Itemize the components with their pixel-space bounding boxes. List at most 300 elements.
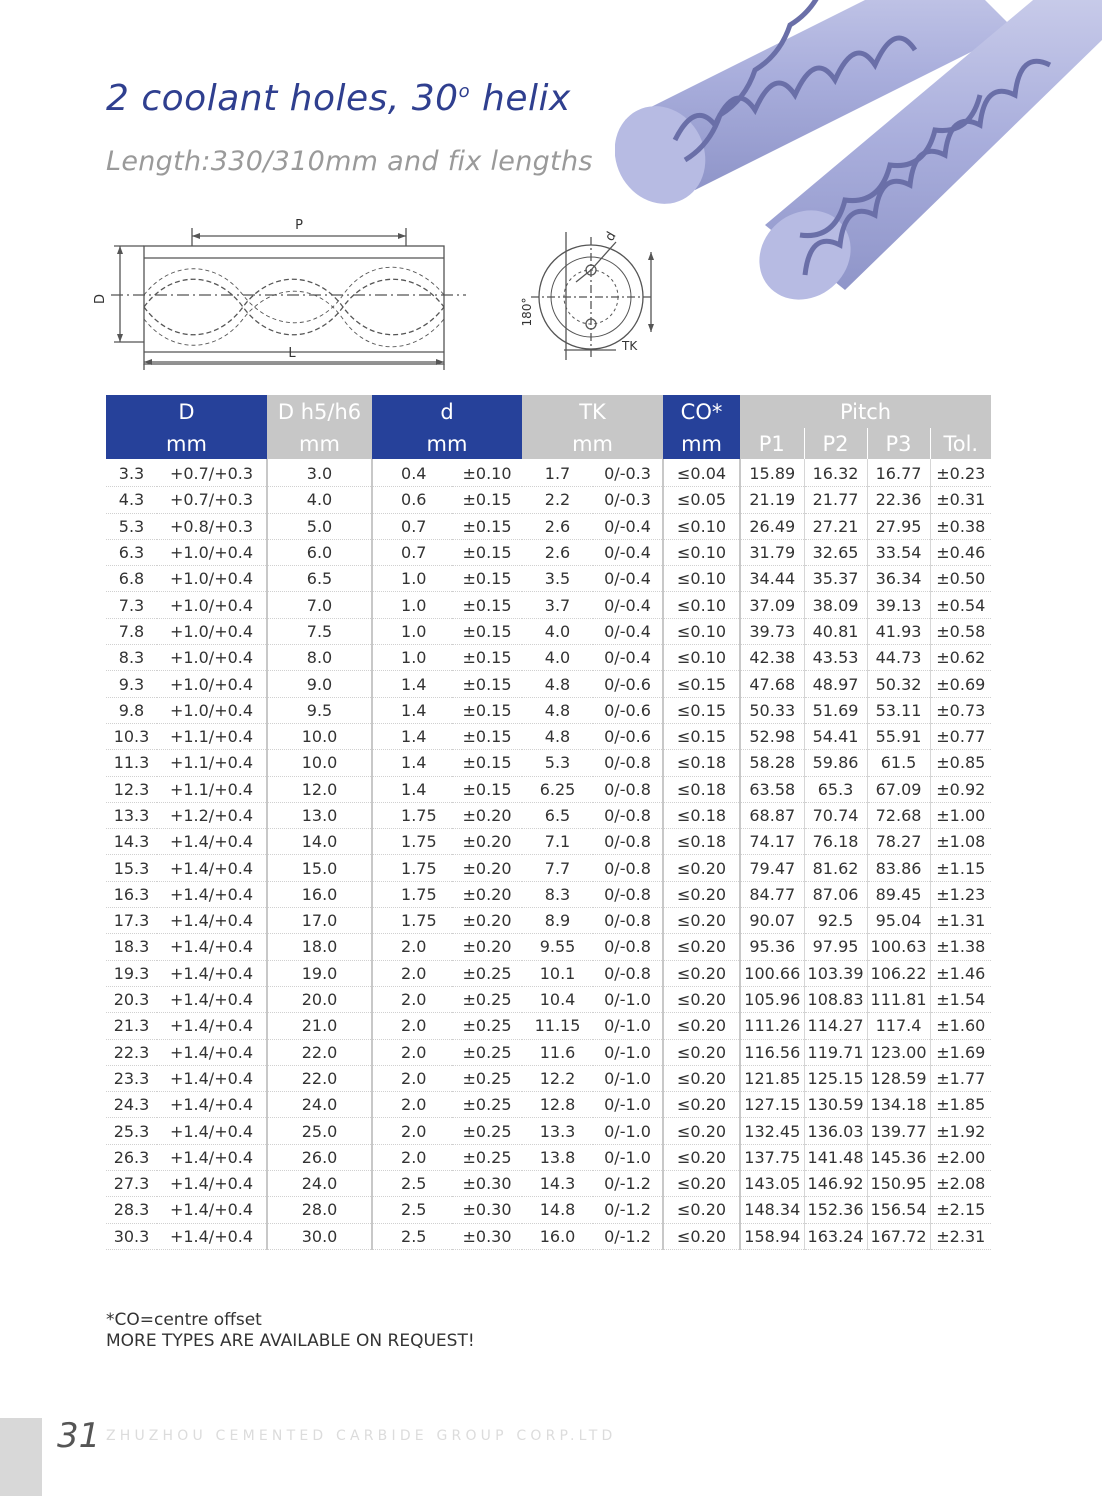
- cell-p3: 167.72: [867, 1223, 930, 1249]
- cell-pitch-tol: ±0.69: [930, 671, 991, 697]
- cell-tk-tol: 0/-0.4: [593, 592, 663, 618]
- header-tk: TK: [522, 395, 663, 428]
- cell-p2: 130.59: [804, 1092, 867, 1118]
- cell-tk: 8.9: [522, 908, 593, 934]
- cell-pitch-tol: ±0.62: [930, 645, 991, 671]
- title-tail: helix: [470, 78, 571, 119]
- cell-co: ≤0.20: [663, 986, 740, 1012]
- cell-d-nominal: 7.3: [106, 592, 157, 618]
- cell-co: ≤0.15: [663, 723, 740, 749]
- table-row: [106, 1171, 991, 1197]
- cell-d-nominal: 21.3: [106, 1013, 157, 1039]
- cell-d-nominal: 28.3: [106, 1197, 157, 1223]
- cell-hole-d: 1.4: [372, 776, 452, 802]
- cell-p1: 158.94: [740, 1223, 804, 1249]
- cell-hole-d-tol: ±0.25: [452, 1013, 522, 1039]
- cell-p3: 134.18: [867, 1092, 930, 1118]
- cell-tk: 4.8: [522, 697, 593, 723]
- cell-pitch-tol: ±1.15: [930, 855, 991, 881]
- title-degree-mark: o: [458, 81, 471, 102]
- diameter-arrow-top: [117, 246, 123, 254]
- cell-hole-d: 1.75: [372, 802, 452, 828]
- cell-p2: 27.21: [804, 513, 867, 539]
- cell-pitch-tol: ±0.77: [930, 723, 991, 749]
- cell-tk: 9.55: [522, 934, 593, 960]
- cell-hole-d: 2.5: [372, 1223, 452, 1249]
- cell-p3: 33.54: [867, 539, 930, 565]
- cell-hole-d: 2.0: [372, 1092, 452, 1118]
- cell-d-tolerance: +1.4/+0.4: [157, 1118, 267, 1144]
- cell-p3: 22.36: [867, 487, 930, 513]
- cell-tk: 6.5: [522, 802, 593, 828]
- table-row: [106, 697, 991, 723]
- cell-p3: 83.86: [867, 855, 930, 881]
- cell-d-h5h6: 24.0: [267, 1171, 372, 1197]
- cell-tk-tol: 0/-1.0: [593, 1118, 663, 1144]
- cell-hole-d-tol: ±0.25: [452, 1065, 522, 1091]
- cell-d-h5h6: 5.0: [267, 513, 372, 539]
- cell-d-tolerance: +1.1/+0.4: [157, 776, 267, 802]
- spec-table-body: [106, 459, 991, 1249]
- cell-p3: 67.09: [867, 776, 930, 802]
- table-row: [106, 776, 991, 802]
- cell-hole-d-tol: ±0.25: [452, 1039, 522, 1065]
- cell-p2: 125.15: [804, 1065, 867, 1091]
- cell-hole-d: 0.7: [372, 539, 452, 565]
- cell-p3: 145.36: [867, 1144, 930, 1170]
- cell-d-h5h6: 10.0: [267, 723, 372, 749]
- cell-pitch-tol: ±2.08: [930, 1171, 991, 1197]
- cell-p1: 121.85: [740, 1065, 804, 1091]
- cell-tk-tol: 0/-0.8: [593, 881, 663, 907]
- table-row: [106, 750, 991, 776]
- cell-hole-d-tol: ±0.15: [452, 487, 522, 513]
- cell-p2: 136.03: [804, 1118, 867, 1144]
- table-row: [106, 802, 991, 828]
- cell-p1: 31.79: [740, 539, 804, 565]
- cell-p2: 87.06: [804, 881, 867, 907]
- cell-p3: 123.00: [867, 1039, 930, 1065]
- cell-p1: 47.68: [740, 671, 804, 697]
- cell-p1: 34.44: [740, 566, 804, 592]
- cell-d-nominal: 12.3: [106, 776, 157, 802]
- cell-d-tolerance: +1.0/+0.4: [157, 592, 267, 618]
- cell-co: ≤0.10: [663, 513, 740, 539]
- header-dh: D h5/h6: [267, 395, 372, 428]
- cell-p3: 50.32: [867, 671, 930, 697]
- technical-drawing: [86, 212, 676, 372]
- cell-pitch-tol: ±1.54: [930, 986, 991, 1012]
- cell-d-h5h6: 13.0: [267, 802, 372, 828]
- cell-co: ≤0.05: [663, 487, 740, 513]
- table-row: [106, 592, 991, 618]
- cell-p2: 146.92: [804, 1171, 867, 1197]
- cell-d-h5h6: 19.0: [267, 960, 372, 986]
- cell-co: ≤0.20: [663, 1171, 740, 1197]
- page-number: 31: [57, 1416, 101, 1456]
- cell-p2: 35.37: [804, 566, 867, 592]
- cell-p3: 150.95: [867, 1171, 930, 1197]
- table-row: [106, 829, 991, 855]
- cell-pitch-tol: ±1.60: [930, 1013, 991, 1039]
- cell-p1: 74.17: [740, 829, 804, 855]
- cell-hole-d-tol: ±0.15: [452, 566, 522, 592]
- cell-p1: 105.96: [740, 986, 804, 1012]
- cell-d-tolerance: +1.2/+0.4: [157, 802, 267, 828]
- table-row: [106, 459, 991, 487]
- cell-co: ≤0.15: [663, 671, 740, 697]
- cell-d-nominal: 4.3: [106, 487, 157, 513]
- cell-d-nominal: 17.3: [106, 908, 157, 934]
- cell-d-nominal: 9.3: [106, 671, 157, 697]
- cell-hole-d-tol: ±0.15: [452, 513, 522, 539]
- cell-p2: 108.83: [804, 986, 867, 1012]
- cell-hole-d: 2.5: [372, 1171, 452, 1197]
- table-row: [106, 539, 991, 565]
- cell-hole-d: 2.0: [372, 1144, 452, 1170]
- cell-tk-tol: 0/-0.6: [593, 723, 663, 749]
- cell-p3: 89.45: [867, 881, 930, 907]
- cell-hole-d-tol: ±0.25: [452, 1118, 522, 1144]
- cell-hole-d-tol: ±0.15: [452, 539, 522, 565]
- cell-d-nominal: 7.8: [106, 618, 157, 644]
- page-corner-tab: [0, 1418, 42, 1496]
- cell-tk-tol: 0/-1.0: [593, 1013, 663, 1039]
- table-row: [106, 934, 991, 960]
- cell-p2: 38.09: [804, 592, 867, 618]
- cell-pitch-tol: ±1.38: [930, 934, 991, 960]
- cell-hole-d-tol: ±0.10: [452, 459, 522, 487]
- cell-p2: 114.27: [804, 1013, 867, 1039]
- cell-d-tolerance: +1.4/+0.4: [157, 908, 267, 934]
- cell-p3: 100.63: [867, 934, 930, 960]
- helix-line-1: [144, 279, 444, 335]
- cell-hole-d: 0.6: [372, 487, 452, 513]
- label-180-degrees: 180°: [520, 297, 534, 327]
- cell-tk-tol: 0/-0.4: [593, 645, 663, 671]
- cell-p1: 148.34: [740, 1197, 804, 1223]
- pitch-arrow-right: [398, 233, 406, 239]
- cell-tk: 4.8: [522, 723, 593, 749]
- header-p2: P2: [804, 428, 867, 459]
- cell-tk-tol: 0/-0.4: [593, 539, 663, 565]
- cell-hole-d: 1.0: [372, 566, 452, 592]
- cell-hole-d-tol: ±0.20: [452, 829, 522, 855]
- cell-d-h5h6: 18.0: [267, 934, 372, 960]
- cell-tk-tol: 0/-0.8: [593, 802, 663, 828]
- cell-tk-tol: 0/-0.3: [593, 459, 663, 487]
- cell-tk: 12.8: [522, 1092, 593, 1118]
- cell-hole-d: 2.0: [372, 934, 452, 960]
- label-hole-diameter: d: [602, 229, 620, 244]
- cell-p1: 50.33: [740, 697, 804, 723]
- cell-p2: 81.62: [804, 855, 867, 881]
- cell-p3: 78.27: [867, 829, 930, 855]
- cell-pitch-tol: ±0.58: [930, 618, 991, 644]
- cell-tk-tol: 0/-0.4: [593, 566, 663, 592]
- cell-tk: 6.25: [522, 776, 593, 802]
- cell-tk: 16.0: [522, 1223, 593, 1249]
- cell-p3: 53.11: [867, 697, 930, 723]
- cell-hole-d: 1.75: [372, 855, 452, 881]
- cell-co: ≤0.18: [663, 776, 740, 802]
- cell-tk: 7.7: [522, 855, 593, 881]
- cell-co: ≤0.20: [663, 1039, 740, 1065]
- cell-d-tolerance: +0.7/+0.3: [157, 459, 267, 487]
- cell-tk-tol: 0/-0.4: [593, 513, 663, 539]
- cell-d-nominal: 13.3: [106, 802, 157, 828]
- cell-d-nominal: 10.3: [106, 723, 157, 749]
- table-row: [106, 1092, 991, 1118]
- cell-d-h5h6: 24.0: [267, 1092, 372, 1118]
- cell-d-h5h6: 30.0: [267, 1223, 372, 1249]
- cell-pitch-tol: ±1.31: [930, 908, 991, 934]
- cell-tk-tol: 0/-0.8: [593, 750, 663, 776]
- header-d: D: [106, 395, 267, 428]
- cell-hole-d: 1.75: [372, 829, 452, 855]
- cell-d-nominal: 16.3: [106, 881, 157, 907]
- label-diameter: D: [93, 293, 108, 305]
- cell-tk: 7.1: [522, 829, 593, 855]
- cell-d-h5h6: 12.0: [267, 776, 372, 802]
- cell-d-nominal: 5.3: [106, 513, 157, 539]
- cell-hole-d-tol: ±0.15: [452, 592, 522, 618]
- cell-p3: 111.81: [867, 986, 930, 1012]
- cell-d-h5h6: 4.0: [267, 487, 372, 513]
- cell-hole-d: 1.4: [372, 671, 452, 697]
- cell-p1: 100.66: [740, 960, 804, 986]
- cell-p3: 156.54: [867, 1197, 930, 1223]
- cell-d-nominal: 20.3: [106, 986, 157, 1012]
- cell-d-tolerance: +1.0/+0.4: [157, 539, 267, 565]
- cell-d-h5h6: 15.0: [267, 855, 372, 881]
- cell-d-h5h6: 6.5: [267, 566, 372, 592]
- cell-p1: 52.98: [740, 723, 804, 749]
- cell-d-tolerance: +0.7/+0.3: [157, 487, 267, 513]
- cell-tk: 4.0: [522, 645, 593, 671]
- table-row: [106, 1118, 991, 1144]
- cell-hole-d-tol: ±0.20: [452, 855, 522, 881]
- cell-p3: 16.77: [867, 459, 930, 487]
- cell-d-nominal: 30.3: [106, 1223, 157, 1249]
- table-row: [106, 1144, 991, 1170]
- cell-co: ≤0.20: [663, 1223, 740, 1249]
- cell-tk: 2.6: [522, 539, 593, 565]
- cell-tk-tol: 0/-0.8: [593, 908, 663, 934]
- cell-hole-d-tol: ±0.15: [452, 750, 522, 776]
- cell-d-h5h6: 22.0: [267, 1039, 372, 1065]
- table-row: [106, 881, 991, 907]
- cell-p1: 127.15: [740, 1092, 804, 1118]
- table-row: [106, 723, 991, 749]
- cell-d-tolerance: +1.4/+0.4: [157, 934, 267, 960]
- cell-tk: 4.8: [522, 671, 593, 697]
- cell-d-tolerance: +1.1/+0.4: [157, 750, 267, 776]
- cell-p1: 58.28: [740, 750, 804, 776]
- cell-hole-d: 2.0: [372, 1039, 452, 1065]
- pitch-arrow-left: [192, 233, 200, 239]
- label-length: L: [288, 346, 296, 361]
- table-row: [106, 1013, 991, 1039]
- cell-pitch-tol: ±0.31: [930, 487, 991, 513]
- cell-co: ≤0.20: [663, 1118, 740, 1144]
- cell-d-tolerance: +1.4/+0.4: [157, 1013, 267, 1039]
- header-pitch: Pitch: [740, 395, 991, 428]
- cell-p2: 92.5: [804, 908, 867, 934]
- cell-pitch-tol: ±1.23: [930, 881, 991, 907]
- cell-pitch-tol: ±1.08: [930, 829, 991, 855]
- cell-p3: 27.95: [867, 513, 930, 539]
- cell-hole-d-tol: ±0.20: [452, 881, 522, 907]
- cell-pitch-tol: ±1.92: [930, 1118, 991, 1144]
- cell-d-h5h6: 6.0: [267, 539, 372, 565]
- cell-tk: 13.3: [522, 1118, 593, 1144]
- table-row: [106, 645, 991, 671]
- cell-d-tolerance: +1.4/+0.4: [157, 1171, 267, 1197]
- title-main: 2 coolant holes, 30: [106, 78, 459, 119]
- cell-d-nominal: 11.3: [106, 750, 157, 776]
- cell-d-tolerance: +1.0/+0.4: [157, 566, 267, 592]
- cell-tk: 5.3: [522, 750, 593, 776]
- cell-pitch-tol: ±0.38: [930, 513, 991, 539]
- cell-p3: 41.93: [867, 618, 930, 644]
- cell-hole-d-tol: ±0.15: [452, 645, 522, 671]
- cell-hole-d: 1.0: [372, 592, 452, 618]
- cell-d-nominal: 23.3: [106, 1065, 157, 1091]
- cell-tk: 8.3: [522, 881, 593, 907]
- header-tk-unit: mm: [522, 428, 663, 459]
- cell-hole-d: 1.4: [372, 723, 452, 749]
- cell-p2: 70.74: [804, 802, 867, 828]
- cell-hole-d: 2.0: [372, 1065, 452, 1091]
- cell-pitch-tol: ±2.15: [930, 1197, 991, 1223]
- cell-d-h5h6: 8.0: [267, 645, 372, 671]
- cell-tk-tol: 0/-0.8: [593, 960, 663, 986]
- cell-pitch-tol: ±0.50: [930, 566, 991, 592]
- cell-p3: 72.68: [867, 802, 930, 828]
- table-row: [106, 1223, 991, 1249]
- cell-p3: 61.5: [867, 750, 930, 776]
- cell-co: ≤0.20: [663, 1065, 740, 1091]
- cell-tk-tol: 0/-0.6: [593, 671, 663, 697]
- cell-tk: 11.6: [522, 1039, 593, 1065]
- cell-tk-tol: 0/-0.8: [593, 776, 663, 802]
- helix-line-2: [144, 279, 444, 335]
- cell-hole-d-tol: ±0.15: [452, 723, 522, 749]
- cell-p3: 44.73: [867, 645, 930, 671]
- table-row: [106, 855, 991, 881]
- table-row: [106, 487, 991, 513]
- cell-co: ≤0.20: [663, 881, 740, 907]
- cell-hole-d: 1.4: [372, 697, 452, 723]
- cell-tk-tol: 0/-0.8: [593, 934, 663, 960]
- cell-p2: 51.69: [804, 697, 867, 723]
- cell-d-tolerance: +1.4/+0.4: [157, 855, 267, 881]
- cell-co: ≤0.10: [663, 645, 740, 671]
- cell-p1: 21.19: [740, 487, 804, 513]
- header-hole-d: d: [372, 395, 522, 428]
- cell-d-nominal: 24.3: [106, 1092, 157, 1118]
- cell-d-nominal: 25.3: [106, 1118, 157, 1144]
- table-row: [106, 566, 991, 592]
- cell-d-h5h6: 28.0: [267, 1197, 372, 1223]
- cell-hole-d-tol: ±0.15: [452, 671, 522, 697]
- cell-pitch-tol: ±0.46: [930, 539, 991, 565]
- cell-hole-d-tol: ±0.30: [452, 1223, 522, 1249]
- cell-tk: 10.1: [522, 960, 593, 986]
- cell-p1: 42.38: [740, 645, 804, 671]
- cell-tk-tol: 0/-1.0: [593, 1092, 663, 1118]
- cell-p3: 39.13: [867, 592, 930, 618]
- label-tk: TK: [622, 339, 638, 353]
- cell-p2: 43.53: [804, 645, 867, 671]
- cell-p2: 32.65: [804, 539, 867, 565]
- cell-tk: 11.15: [522, 1013, 593, 1039]
- cell-d-tolerance: +1.0/+0.4: [157, 671, 267, 697]
- cell-d-h5h6: 7.0: [267, 592, 372, 618]
- cell-tk-tol: 0/-0.8: [593, 855, 663, 881]
- cell-d-nominal: 19.3: [106, 960, 157, 986]
- cell-d-h5h6: 26.0: [267, 1144, 372, 1170]
- cell-d-nominal: 9.8: [106, 697, 157, 723]
- header-p1: P1: [740, 428, 804, 459]
- cell-pitch-tol: ±0.54: [930, 592, 991, 618]
- table-row: [106, 908, 991, 934]
- cell-p3: 128.59: [867, 1065, 930, 1091]
- page-title: [106, 78, 571, 119]
- cell-p2: 97.95: [804, 934, 867, 960]
- header-co-unit: mm: [663, 428, 740, 459]
- cell-d-nominal: 15.3: [106, 855, 157, 881]
- header-co: CO*: [663, 395, 740, 428]
- cell-co: ≤0.18: [663, 750, 740, 776]
- cell-pitch-tol: ±0.92: [930, 776, 991, 802]
- cell-co: ≤0.20: [663, 1144, 740, 1170]
- cell-tk-tol: 0/-0.4: [593, 618, 663, 644]
- cell-pitch-tol: ±1.46: [930, 960, 991, 986]
- cell-tk-tol: 0/-1.0: [593, 1065, 663, 1091]
- cell-tk: 14.3: [522, 1171, 593, 1197]
- diameter-arrow-bottom: [117, 334, 123, 342]
- table-row: [106, 671, 991, 697]
- cell-p1: 26.49: [740, 513, 804, 539]
- cell-p1: 116.56: [740, 1039, 804, 1065]
- cell-tk-tol: 0/-0.6: [593, 697, 663, 723]
- cell-p1: 137.75: [740, 1144, 804, 1170]
- cell-d-nominal: 8.3: [106, 645, 157, 671]
- cell-tk-tol: 0/-1.0: [593, 1039, 663, 1065]
- cell-d-h5h6: 9.0: [267, 671, 372, 697]
- table-row: [106, 618, 991, 644]
- cell-tk: 3.5: [522, 566, 593, 592]
- cell-pitch-tol: ±0.23: [930, 459, 991, 487]
- cell-co: ≤0.10: [663, 618, 740, 644]
- spec-table: [106, 395, 991, 1250]
- cell-pitch-tol: ±0.73: [930, 697, 991, 723]
- cell-p2: 119.71: [804, 1039, 867, 1065]
- label-pitch: P: [295, 218, 303, 233]
- cell-d-nominal: 14.3: [106, 829, 157, 855]
- cell-p1: 111.26: [740, 1013, 804, 1039]
- cell-hole-d: 1.75: [372, 881, 452, 907]
- cell-d-tolerance: +1.4/+0.4: [157, 1144, 267, 1170]
- cell-pitch-tol: ±1.77: [930, 1065, 991, 1091]
- cell-d-h5h6: 14.0: [267, 829, 372, 855]
- cell-co: ≤0.20: [663, 960, 740, 986]
- cell-p2: 141.48: [804, 1144, 867, 1170]
- cell-co: ≤0.20: [663, 1013, 740, 1039]
- cell-d-tolerance: +1.4/+0.4: [157, 1039, 267, 1065]
